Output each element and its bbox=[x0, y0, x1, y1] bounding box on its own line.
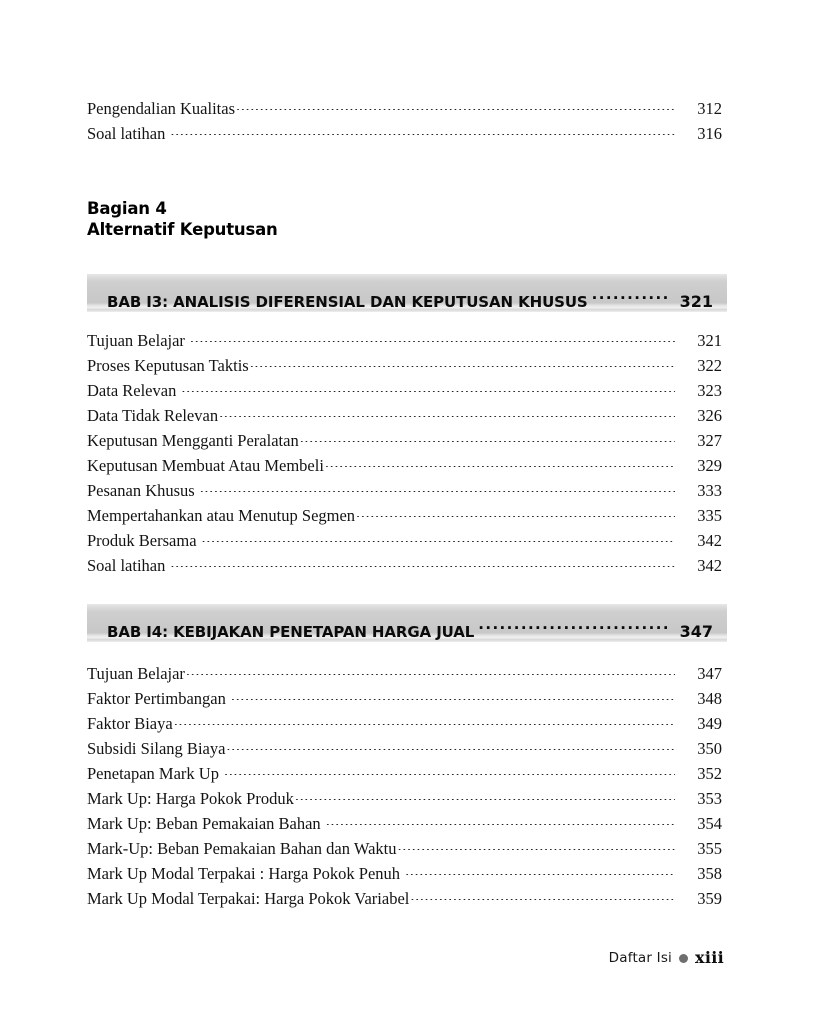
toc-entry-page-number: 335 bbox=[697, 506, 722, 525]
toc-dot-leader bbox=[226, 749, 675, 750]
toc-entry-page-number: 348 bbox=[697, 689, 722, 708]
toc-entry-page-number: 326 bbox=[697, 406, 722, 425]
toc-dot-leader bbox=[326, 824, 675, 825]
toc-entry-page-number: 342 bbox=[697, 556, 722, 575]
toc-list-chapter-13 bbox=[87, 328, 724, 578]
toc-entry-row[interactable] bbox=[87, 428, 724, 453]
chapter-bar-background[interactable] bbox=[87, 604, 727, 642]
toc-entry-page-number: 347 bbox=[697, 664, 722, 683]
top-entries-block bbox=[87, 96, 724, 146]
toc-entry-title: Subsidi Silang Biaya bbox=[87, 739, 226, 758]
toc-dot-leader bbox=[231, 699, 675, 700]
toc-entry-page-number: 316 bbox=[697, 124, 722, 143]
page-footer bbox=[609, 948, 724, 967]
toc-dot-leader bbox=[174, 724, 675, 725]
toc-entry-row[interactable] bbox=[87, 661, 724, 686]
toc-entry-page-number: 321 bbox=[697, 331, 722, 350]
chapter-bar-leader bbox=[592, 277, 667, 307]
chapter-bar-title: BAB I4: KEBIJAKAN PENETAPAN HARGA JUAL bbox=[107, 623, 475, 641]
toc-dot-leader bbox=[250, 366, 675, 367]
toc-entry-title: Tujuan Belajar bbox=[87, 664, 185, 683]
toc-entry-title: Mempertahankan atau Menutup Segmen bbox=[87, 506, 356, 525]
toc-entry-page-number: 358 bbox=[697, 864, 722, 883]
toc-dot-leader bbox=[325, 466, 675, 467]
toc-entry-page-number: 355 bbox=[697, 839, 722, 858]
toc-dot-leader bbox=[300, 441, 675, 442]
toc-entry-row[interactable] bbox=[87, 836, 724, 861]
footer-page-number: xiii bbox=[695, 948, 724, 967]
toc-dot-leader bbox=[170, 134, 675, 135]
toc-entry-title: Data Tidak Relevan bbox=[87, 406, 219, 425]
toc-entry-title: Tujuan Belajar bbox=[87, 331, 185, 350]
toc-entry-page-number: 322 bbox=[697, 356, 722, 375]
toc-dot-leader bbox=[200, 491, 675, 492]
toc-entry-row[interactable] bbox=[87, 478, 724, 503]
toc-entry-row[interactable] bbox=[87, 553, 724, 578]
toc-entry-title: Data Relevan bbox=[87, 381, 177, 400]
chapter-bar-background[interactable] bbox=[87, 274, 727, 312]
toc-entry-page-number: 350 bbox=[697, 739, 722, 758]
part-heading-block bbox=[87, 198, 724, 240]
toc-entry-row[interactable] bbox=[87, 121, 724, 146]
toc-dot-leader bbox=[236, 109, 675, 110]
toc-entry-page-number: 323 bbox=[697, 381, 722, 400]
toc-entry-row[interactable] bbox=[87, 528, 724, 553]
toc-entry-row[interactable] bbox=[87, 811, 724, 836]
toc-dot-leader bbox=[398, 849, 676, 850]
toc-entry-page-number: 359 bbox=[697, 889, 722, 908]
toc-entry-title: Proses Keputusan Taktis bbox=[87, 356, 249, 375]
toc-entry-row[interactable] bbox=[87, 503, 724, 528]
toc-entry-page-number: 354 bbox=[697, 814, 722, 833]
toc-list-chapter-14 bbox=[87, 661, 724, 911]
toc-entry-title: Mark Up: Beban Pemakaian Bahan bbox=[87, 814, 321, 833]
toc-entry-title: Soal latihan bbox=[87, 556, 166, 575]
toc-list-continuation bbox=[87, 96, 724, 146]
toc-entry-title: Produk Bersama bbox=[87, 531, 197, 550]
footer-section-label: Daftar Isi bbox=[608, 949, 673, 966]
toc-entry-page-number: 327 bbox=[697, 431, 722, 450]
toc-entry-row[interactable] bbox=[87, 736, 724, 761]
toc-dot-leader bbox=[181, 391, 675, 392]
chapter-13-entries-block bbox=[87, 328, 724, 578]
chapter-bar-inner bbox=[87, 607, 727, 641]
toc-entry-title: Penetapan Mark Up bbox=[87, 764, 219, 783]
toc-dot-leader bbox=[356, 516, 675, 517]
toc-entry-row[interactable] bbox=[87, 711, 724, 736]
toc-dot-leader bbox=[405, 874, 675, 875]
toc-entry-page-number: 333 bbox=[697, 481, 722, 500]
toc-entry-title: Keputusan Membuat Atau Membeli bbox=[87, 456, 324, 475]
toc-dot-leader bbox=[295, 799, 675, 800]
toc-entry-title: Faktor Biaya bbox=[87, 714, 173, 733]
toc-entry-row[interactable] bbox=[87, 96, 724, 121]
toc-entry-title: Faktor Pertimbangan bbox=[87, 689, 226, 708]
toc-entry-page-number: 349 bbox=[697, 714, 722, 733]
chapter-bar-13[interactable] bbox=[87, 274, 724, 312]
toc-entry-row[interactable] bbox=[87, 453, 724, 478]
chapter-bar-leader bbox=[478, 607, 667, 637]
toc-dot-leader bbox=[170, 566, 675, 567]
toc-dot-leader bbox=[190, 341, 675, 342]
toc-dot-leader bbox=[219, 416, 675, 417]
toc-entry-row[interactable] bbox=[87, 686, 724, 711]
toc-entry-row[interactable] bbox=[87, 886, 724, 911]
part-title: Alternatif Keputusan bbox=[87, 220, 278, 239]
toc-entry-title: Mark Up Modal Terpakai: Harga Pokok Variabel bbox=[87, 889, 410, 908]
toc-entry-page-number: 329 bbox=[697, 456, 722, 475]
toc-entry-row[interactable] bbox=[87, 861, 724, 886]
toc-entry-page-number: 352 bbox=[697, 764, 722, 783]
chapter-14-entries-block bbox=[87, 661, 724, 911]
bullet-dot-icon bbox=[679, 954, 688, 963]
part-label: Bagian 4 bbox=[87, 199, 167, 218]
toc-entry-row[interactable] bbox=[87, 786, 724, 811]
toc-dot-leader bbox=[202, 541, 675, 542]
toc-entry-title: Pesanan Khusus bbox=[87, 481, 195, 500]
toc-entry-row[interactable] bbox=[87, 761, 724, 786]
toc-entry-row[interactable] bbox=[87, 403, 724, 428]
toc-entry-title: Keputusan Mengganti Peralatan bbox=[87, 431, 299, 450]
chapter-bar-14[interactable] bbox=[87, 604, 724, 642]
toc-entry-title: Mark Up Modal Terpakai : Harga Pokok Penuh bbox=[87, 864, 401, 883]
toc-entry-row[interactable] bbox=[87, 378, 724, 403]
chapter-bar-page: 321 bbox=[679, 292, 713, 311]
toc-entry-page-number: 312 bbox=[697, 99, 722, 118]
toc-entry-row[interactable] bbox=[87, 353, 724, 378]
toc-entry-title: Mark Up: Harga Pokok Produk bbox=[87, 789, 294, 808]
chapter-bar-page: 347 bbox=[679, 622, 713, 641]
toc-entry-title: Pengendalian Kualitas bbox=[87, 99, 236, 118]
toc-entry-page-number: 353 bbox=[697, 789, 722, 808]
toc-entry-page-number: 342 bbox=[697, 531, 722, 550]
toc-entry-title: Mark-Up: Beban Pemakaian Bahan dan Waktu bbox=[87, 839, 397, 858]
chapter-bar-inner bbox=[87, 277, 727, 311]
toc-entry-row[interactable] bbox=[87, 328, 724, 353]
toc-dot-leader bbox=[410, 899, 675, 900]
chapter-bar-title: BAB I3: ANALISIS DIFERENSIAL DAN KEPUTUSAN KHUSUS bbox=[107, 293, 588, 311]
toc-dot-leader bbox=[186, 674, 675, 675]
toc-entry-title: Soal latihan bbox=[87, 124, 166, 143]
toc-dot-leader bbox=[224, 774, 675, 775]
